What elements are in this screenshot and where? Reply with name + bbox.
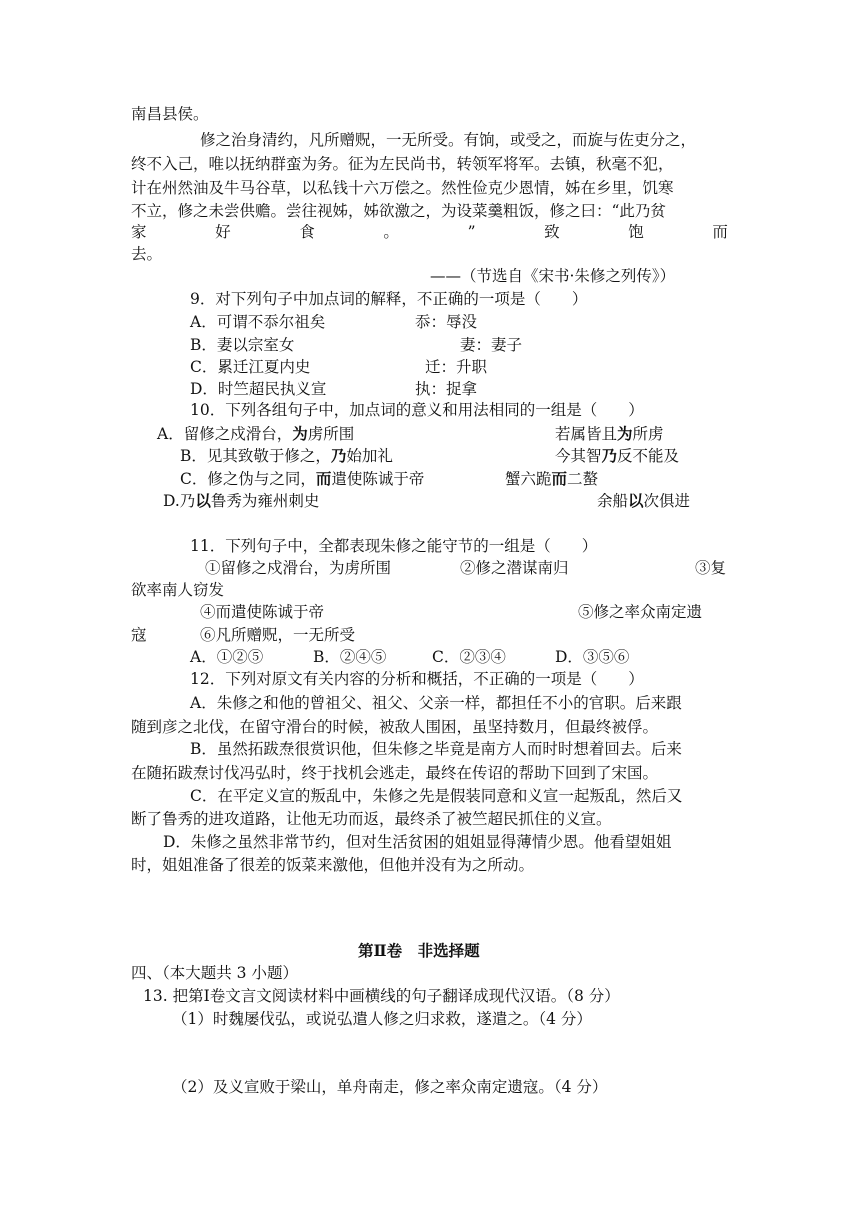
q11-item-6: ⑥凡所赠贶，一无所受 [200, 626, 356, 644]
passage-char: 好 [215, 223, 231, 241]
q10-option-a-right: 若属皆且为所虏 [555, 424, 664, 443]
question-11-stem: 11．下列句子中，全都表现朱修之能守节的一组是（ ） [190, 537, 598, 555]
passage-source: ——（节选自《宋书·朱修之列传》） [430, 267, 676, 285]
q11-option-d: D．③⑤⑥ [555, 648, 630, 666]
passage-char: ” [467, 223, 476, 241]
q9-option-a-explanation: 忝：辱没 [415, 313, 478, 331]
q12-option-a-line2: 随到彦之北伐，在留守滑台的时候，被敌人围困，虽坚持数月，但最终被俘。 [131, 718, 659, 736]
q12-option-b-line2: 在随拓跋焘讨伐冯弘时，终于找机会逃走，最终在传诏的帮助下回到了宋国。 [131, 764, 659, 782]
question-13-stem: 13. 把第Ⅰ卷文言文阅读材料中画横线的句子翻译成现代汉语。（8 分） [143, 987, 620, 1005]
passage-line: 修之治身清约，凡所赠贶，一无所受。有饷，或受之，而旋与佐吏分之， [200, 131, 697, 149]
passage-line: 终不入己，唯以抚纳群蛮为务。征为左民尚书，转领军将军。去镇，秋毫不犯， [131, 155, 674, 173]
q9-option-b-explanation: 妻：妻子 [460, 336, 523, 354]
q11-item-1: ①留修之戍滑台，为虏所围 [205, 559, 392, 577]
q9-option-d-explanation: 执：捉拿 [415, 380, 478, 398]
passage-char: 致 [544, 223, 560, 241]
q11-item-4: ④而遣使陈诚于帝 [200, 603, 325, 621]
q12-option-b-line1: B．虽然拓跋焘很赏识他，但朱修之毕竟是南方人而时时想着回去。后来 [190, 740, 682, 758]
q10-option-d-right: 余船以次俱进 [597, 491, 691, 510]
passage-line: 南昌县侯。 [131, 105, 209, 123]
q11-item-3: ③复 [695, 559, 727, 577]
q13-part-1: （1）时魏屡伐弘，或说弘遣人修之归求救，遂遣之。（4 分） [172, 1010, 592, 1028]
question-12-stem: 12．下列对原文有关内容的分析和概括，不正确的一项是（ ） [190, 670, 644, 688]
passage-char: 。 [383, 223, 399, 241]
passage-justified-line [131, 221, 728, 243]
question-9-stem: 9．对下列句子中加点词的解释，不正确的一项是（ ） [190, 290, 588, 308]
passage-char: 而 [712, 223, 728, 241]
q9-option-a-sentence: A．可谓不忝尔祖矣 [190, 313, 326, 331]
passage-char: 饱 [628, 223, 644, 241]
q11-item-5: ⑤修之率众南定遗 [578, 603, 703, 621]
q11-item-3-cont: 欲率南人窃发 [131, 581, 225, 599]
passage-line: 不立，修之未尝供赡。尝往视姊，姊欲激之，为设菜羹粗饭，修之曰：“此乃贫 [131, 202, 666, 220]
q12-option-d-line1: D．朱修之虽然非常节约，但对生活贫困的姐姐显得薄情少恩。他看望姐姐 [163, 833, 672, 851]
q11-option-c: C．②③④ [432, 648, 506, 666]
question-10-stem: 10．下列各组句子中，加点词的意义和用法相同的一组是（ ） [190, 401, 644, 419]
q11-item-5-cont: 寇 [131, 626, 147, 644]
part-2-title: 第Ⅱ卷 非选择题 [358, 941, 480, 960]
q9-option-b-sentence: B．妻以宗室女 [190, 336, 295, 354]
q9-option-c-explanation: 迁：升职 [425, 358, 488, 376]
section-4-header: 四、（本大题共 3 小题） [131, 964, 298, 982]
q10-option-c-left: C．修之伪与之同，而遣使陈诚于帝 [180, 469, 425, 488]
q10-option-c-right: 蟹六跪而二螯 [505, 469, 599, 488]
q11-item-2: ②修之潜谋南归 [460, 559, 569, 577]
q10-option-b-left: B．见其致敬于修之，乃始加礼 [180, 446, 393, 465]
passage-char: 家 [131, 223, 147, 241]
q12-option-c-line2: 断了鲁秀的进攻道路，让他无功而返，最终杀了被竺超民抓住的义宣。 [131, 810, 612, 828]
passage-char: 食 [299, 223, 315, 241]
q11-option-a: A．①②⑤ [190, 648, 264, 666]
passage-line: 去。 [131, 245, 163, 263]
q12-option-d-line2: 时，姐姐准备了很差的饭菜来激他，但他并没有为之所动。 [131, 856, 535, 874]
q10-option-d-left: D.乃以鲁秀为雍州刺史 [163, 491, 320, 510]
passage-line: 计在州然油及牛马谷草，以私钱十六万偿之。然性俭克少恩情，姊在乡里，饥寒 [131, 179, 674, 197]
q12-option-c-line1: C．在平定义宣的叛乱中，朱修之先是假装同意和义宣一起叛乱，然后又 [190, 787, 683, 805]
q9-option-d-sentence: D．时竺超民执义宣 [190, 380, 327, 398]
q12-option-a-line1: A．朱修之和他的曾祖父、祖父、父亲一样，都担任不小的官职。后来跟 [190, 694, 682, 712]
q10-option-b-right: 今其智乃反不能及 [555, 446, 680, 465]
q10-option-a-left: A．留修之戍滑台，为虏所围 [157, 424, 355, 443]
q11-option-b: B．②④⑤ [313, 648, 387, 666]
q9-option-c-sentence: C．累迁江夏内史 [190, 358, 311, 376]
q13-part-2: （2）及义宣败于梁山，单舟南走，修之率众南定遗寇。（4 分） [172, 1078, 608, 1096]
